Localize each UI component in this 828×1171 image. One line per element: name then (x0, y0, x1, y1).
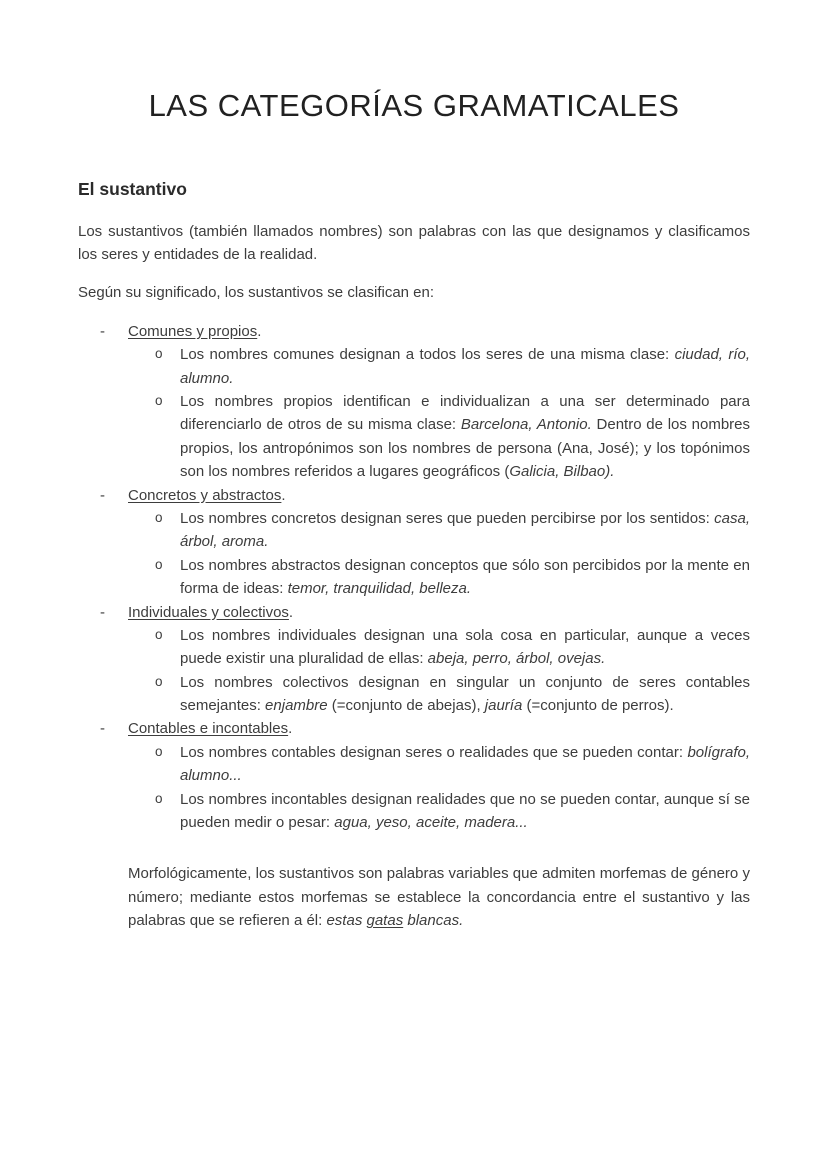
category-label (128, 601, 750, 624)
text-run: (=conjunto de perros). (522, 697, 674, 715)
text-run: enjambre (265, 697, 328, 715)
text-run: Dentro de los nombres propios, los antropónimos son los nombres de persona (Ana, José); y los topónimos son los nombres referidos a lugares geográficos ( (180, 416, 750, 481)
paragraph (78, 281, 750, 304)
list-item (78, 601, 750, 624)
sub-list-item (78, 554, 750, 601)
circle-marker: o (155, 790, 163, 806)
text-run: Los nombres concretos designan seres que pueden percibirse por los sentidos: (180, 509, 715, 527)
sub-item-text (180, 741, 750, 788)
dash-marker: - (100, 603, 105, 621)
circle-marker: o (155, 509, 163, 525)
category-label (128, 484, 750, 507)
dash-marker: - (100, 322, 105, 340)
text-run: Los sustantivos (también llamados nombres) son palabras con las que designamos y clasificamos los seres y entidades de la realidad. (78, 222, 750, 264)
text-run: gatas (366, 912, 404, 930)
sub-item-text (180, 507, 750, 554)
sub-list-item (78, 741, 750, 788)
text-run: ciudad, río, alumno. (180, 346, 750, 387)
sub-item-text (180, 390, 750, 484)
text-run: Según su significado, los sustantivos se clasifican en: (78, 284, 435, 302)
paragraph (78, 220, 750, 267)
text-run: Comunes y propios (128, 322, 258, 340)
closing-paragraph (128, 862, 750, 932)
text-run: . (257, 322, 262, 340)
text-run: . (288, 603, 294, 621)
text-run: Morfológicamente, los sustantivos son palabras variables que admiten morfemas de género y número; mediante estos morfemas se establece la concordancia entre el sustantivo y las palabras que se refieren a él: (128, 865, 750, 930)
text-run: blancas. (403, 912, 464, 930)
list-item (78, 717, 750, 740)
category-label (128, 717, 750, 740)
circle-marker: o (155, 673, 163, 689)
text-run: casa, árbol, aroma. (180, 509, 750, 551)
circle-marker: o (155, 743, 163, 759)
text-run: Los nombres incontables designan realidades que no se pueden contar, aunque sí se pueden medir o pesar: (180, 790, 750, 832)
sub-list-item (78, 671, 750, 718)
text-run: jauría (484, 697, 523, 715)
circle-marker: o (155, 393, 163, 408)
sub-item-text (180, 671, 750, 718)
text-run: abeja, perro, árbol, ovejas. (427, 650, 606, 668)
classification-list (78, 320, 750, 835)
text-run: . (288, 720, 293, 738)
sub-item-text (180, 788, 750, 835)
text-run: . (281, 486, 286, 504)
text-run: Los nombres colectivos designan en singular un conjunto de seres contables semejantes: (180, 673, 750, 715)
sub-list-item (78, 390, 750, 484)
text-run: bolígrafo, alumno... (180, 743, 750, 785)
text-run: Contables e incontables (128, 720, 289, 738)
document-title: LAS CATEGORÍAS GRAMATICALES (148, 88, 680, 123)
text-run: Concretos y abstractos (128, 486, 282, 504)
text-run: Barcelona, Antonio. (460, 416, 592, 434)
text-run: Individuales y colectivos (128, 603, 289, 621)
text-run: temor, tranquilidad, belleza. (287, 580, 472, 598)
sub-list-item (78, 624, 750, 671)
sub-list-item (78, 788, 750, 835)
text-run: Los nombres abstractos designan conceptos que sólo son percibidos por la mente en forma de ideas: (180, 556, 750, 598)
circle-marker: o (155, 626, 163, 642)
circle-marker: o (155, 556, 163, 572)
sub-item-text (180, 554, 750, 601)
sub-list-item (78, 507, 750, 554)
dash-marker: - (100, 486, 105, 504)
sub-item-text (180, 343, 750, 390)
circle-marker: o (155, 346, 163, 362)
dash-marker: - (100, 720, 105, 738)
text-run: (=conjunto de abejas), (327, 697, 485, 715)
document-body (78, 220, 750, 933)
text-run: agua, yeso, aceite, madera... (334, 814, 528, 832)
text-run: estas (326, 912, 367, 930)
sub-item-text (180, 624, 750, 671)
list-item (78, 484, 750, 507)
text-run: Los nombres contables designan seres o realidades que se pueden contar: (180, 743, 688, 761)
text-run: Los nombres comunes designan a todos los seres de una misma clase: (180, 346, 675, 364)
category-label (128, 320, 750, 343)
list-item (78, 320, 750, 343)
text-run: Los nombres individuales designan una sola cosa en particular, aunque a veces puede existir una pluralidad de ellas: (180, 626, 750, 668)
text-run: Galicia, Bilbao). (509, 463, 615, 481)
section-heading: El sustantivo (78, 179, 187, 200)
text-run: Los nombres propios identifican e individualizan a una ser determinado para diferenciarlo de otros de su misma clase: (180, 393, 750, 434)
sub-list-item (78, 343, 750, 390)
